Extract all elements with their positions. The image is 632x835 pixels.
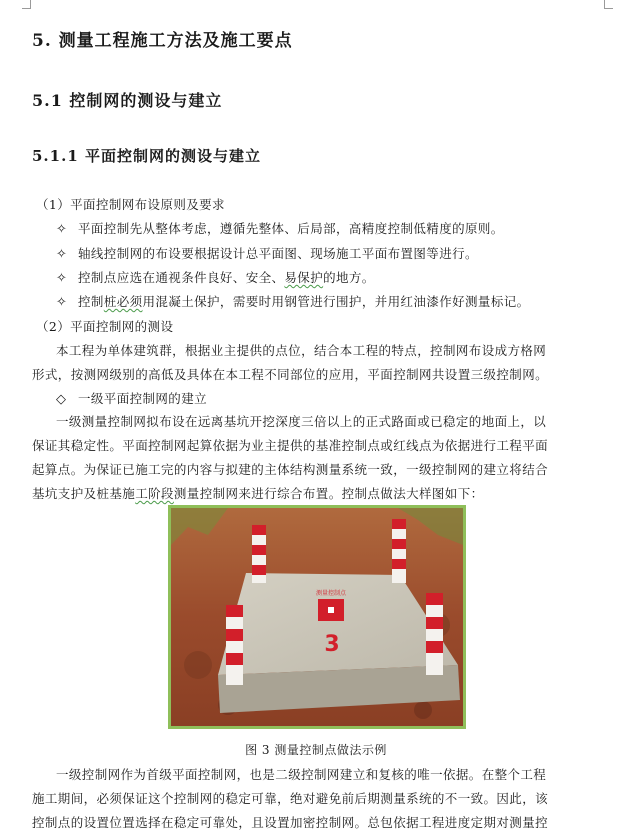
heading-level-3: 5.1.1 平面控制网的测设与建立 [32, 147, 261, 165]
bullet-icon: ✧ [56, 222, 68, 237]
paragraph-line: 一级控制网作为首级平面控制网，也是二级控制网建立和复核的唯一依据。在整个工程 [56, 767, 547, 782]
list-item [56, 219, 504, 237]
paragraph-line: 本工程为单体建筑群，根据业主提供的点位，结合本工程的特点，控制网布设成方格网 [56, 343, 547, 358]
paragraph-line: 控制点的设置位置选择在稳定可靠处，且设置加密控制网。总包依据工程进度定期对测量控 [32, 815, 549, 830]
spellcheck-underlined-text: 桩必须 [103, 294, 143, 309]
sub-heading-text: 一级平面控制网的建立 [78, 391, 208, 406]
paragraph-line: 施工期间，必须保证这个控制网的稳定可靠，绝对避免前后期测量系统的不一致。因此，该 [32, 791, 549, 806]
heading-level-1: 5. 测量工程施工方法及施工要点 [32, 31, 293, 51]
heading-level-2: 5.1 控制网的测设与建立 [32, 91, 223, 110]
red-white-pole [426, 593, 443, 675]
spellcheck-underlined-text: 工阶段 [135, 486, 174, 501]
paragraph-line: 形式，按测网级别的高低及具体在本工程不同部位的应用，平面控制网共设置三级控制网。 [32, 367, 549, 382]
survey-control-point-photo [168, 505, 466, 729]
section-title: （1）平面控制网布设原则及要求 [36, 197, 225, 212]
paragraph-text: 测量控制网来进行综合布置。控制点做法大样图如下： [173, 486, 484, 501]
sub-heading [56, 389, 207, 407]
paragraph-text: 基坑支护及桩基施 [32, 486, 136, 501]
spellcheck-underlined-text: 易保护 [284, 270, 324, 285]
list-item-text: 平面控制先从整体考虑，遵循先整体、后局部，高精度控制低精度的原则。 [78, 221, 504, 236]
list-item-text: 用混凝土保护，需要时用钢管进行围护，并用红油漆作好测量标记。 [142, 294, 530, 309]
paragraph-line: 保证其稳定性。平面控制网起算依据为业主提供的基准控制点或红线点为依据进行工程平面 [32, 438, 549, 453]
list-item-text: 轴线控制网的布设要根据设计总平面图、现场施工平面布置图等进行。 [78, 246, 478, 261]
bullet-icon: ✧ [56, 247, 68, 262]
list-item-text: 的地方。 [323, 270, 375, 285]
red-white-pole [226, 605, 243, 685]
red-white-pole [392, 519, 406, 583]
list-item-text: 控制点应选在通视条件良好、安全、 [78, 270, 285, 285]
list-item [56, 268, 375, 286]
paragraph-line [32, 484, 484, 502]
red-white-pole [252, 525, 266, 583]
section-title: （2）平面控制网的测设 [36, 319, 174, 334]
list-item [56, 244, 478, 262]
marker-label: 测量控制点 [315, 590, 347, 597]
page-corner-mark [22, 0, 31, 9]
diamond-bullet-icon: ◇ [56, 392, 67, 407]
figure-caption: 图 3 测量控制点做法示例 [245, 743, 387, 757]
marker-number: 3 [324, 632, 340, 657]
paragraph-line: 一级测量控制网拟布设在远离基坑开挖深度三倍以上的正式路面或已稳定的地面上，以 [56, 414, 547, 429]
bullet-icon: ✧ [56, 271, 68, 286]
paragraph-line: 起算点。为保证已施工完的内容与拟建的主体结构测量系统一致，一级控制网的建立将结合 [32, 462, 549, 477]
list-item-text: 控制 [78, 294, 104, 309]
bullet-icon: ✧ [56, 295, 68, 310]
page-corner-mark [604, 0, 613, 9]
list-item [56, 292, 530, 310]
